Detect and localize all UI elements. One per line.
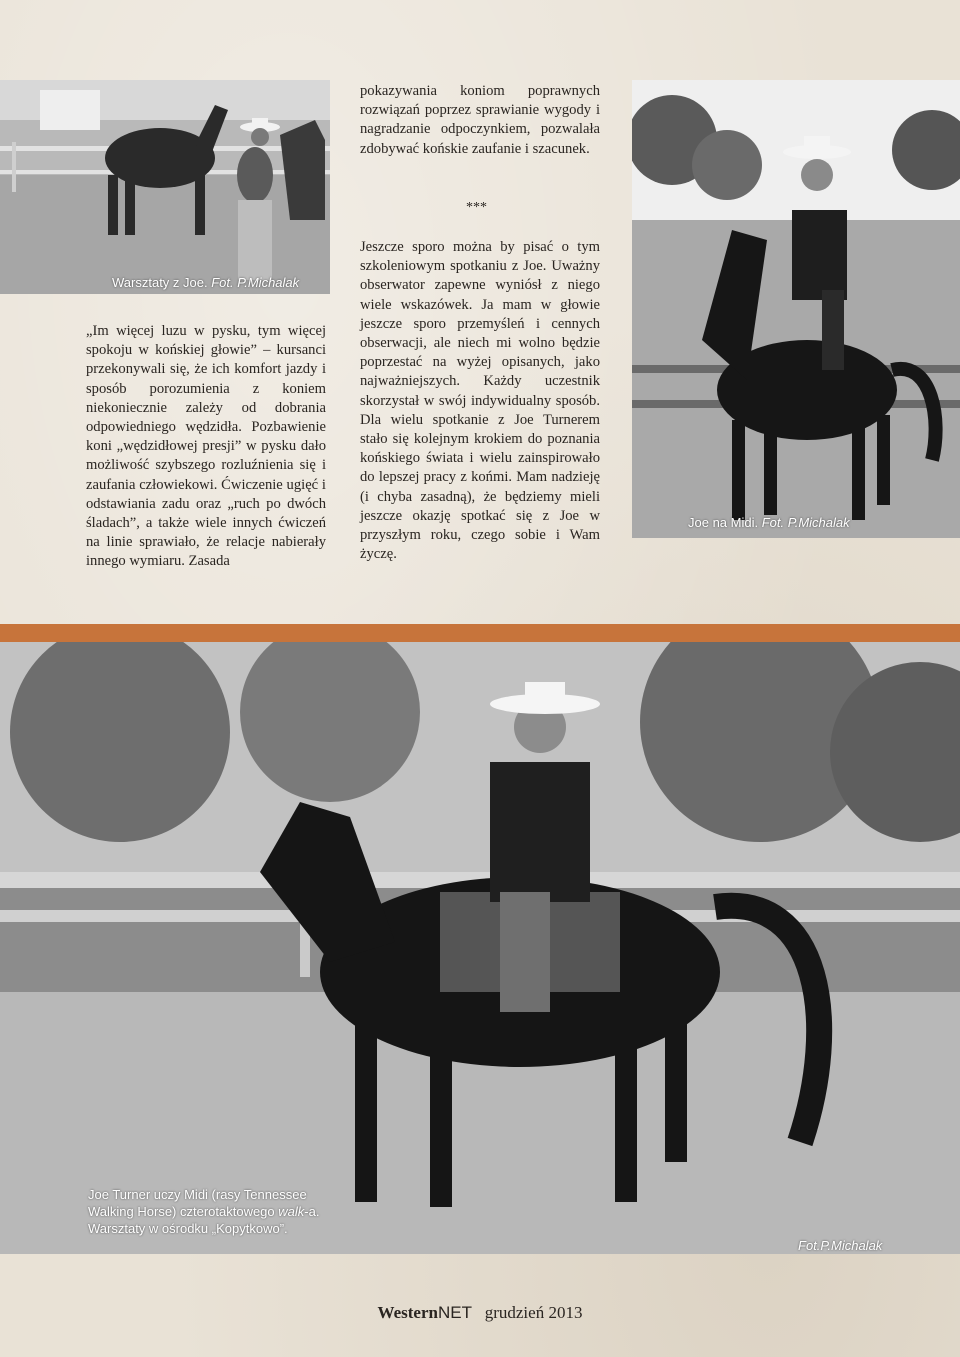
photo-joe-on-midi-caption [688, 514, 850, 531]
accent-band [0, 624, 960, 642]
photo-joe-teaching-midi-caption [88, 1186, 319, 1237]
page-footer [0, 1303, 960, 1323]
photo-joe-teaching-midi [0, 642, 960, 1254]
photo-workshop-caption-main: Warsztaty z Joe. [112, 275, 208, 290]
photo-bottom-credit: Fot.P.Michalak [798, 1238, 883, 1253]
photo-caption-line-2-end: -a. [304, 1204, 320, 1219]
photo-caption-line-2 [88, 1203, 319, 1220]
issue-date: grudzień 2013 [484, 1303, 583, 1322]
photo-caption-line-2-start: Walking Horse) czterotaktowego [88, 1204, 279, 1219]
photo-workshop [0, 80, 330, 294]
photo-joe-on-midi [632, 80, 960, 538]
magazine-brand-western: Western [377, 1303, 438, 1322]
photo-workshop-caption [112, 274, 299, 291]
magazine-brand [378, 1303, 472, 1322]
article-column-middle-top-text: pokazywania koniom poprawnych rozwiązań poprzez sprawianie wygody i nagradzanie odpoczynkiem, pozwalała zdobywać końskie zaufanie i szacunek. [360, 83, 600, 157]
photo-caption-line-3: Warsztaty w ośrodku „Kopytkowo”. [88, 1221, 288, 1236]
article-column-middle-bottom [360, 238, 600, 564]
photo-joe-on-midi-caption-credit: Fot. P.Michalak [761, 515, 850, 530]
magazine-brand-net: NET [437, 1303, 472, 1322]
photo-caption-line-1: Joe Turner uczy Midi (rasy Tennessee [88, 1187, 307, 1202]
photo-workshop-caption-credit: Fot. P.Michalak [211, 275, 300, 290]
photo-joe-teaching-midi-credit [798, 1237, 882, 1254]
photo-caption-line-2-italic: walk [278, 1204, 305, 1219]
article-column-middle-bottom-text: Jeszcze sporo można by pisać o tym szkoleniowym spotkaniu z Joe. Uważny obserwator zapewne wyniósł z niego wiele wskazówek. Ja mam w głowie jeszcze sporo przemyśleń i cennych obserwacji, ale niech mi wolno będzie poprzestać na wyżej opisanych, jako najważniejszych. Każdy uczestnik skorzystał w swój indywidualny sposób. Dla wielu spotkanie z Joe Turnerem stało się kolejnym krokiem do poznania końskiego świata i wielu zainspirowało do lepszej pracy z końmi. Mam nadzieję (i chyba zasadną), że będziemy mieli jeszcze okazję spotkać się z Joe w przyszłym roku, czego sobie i Wam życzę. [360, 239, 600, 563]
section-separator: *** [466, 200, 487, 215]
article-column-left-text: „Im więcej luzu w pysku, tym więcej spokoju w końskiej głowie” – kursanci przekonywali się, że ich komfort jazdy i sposób porozumienia z koniem niekoniecznie zależy od dobrania odpowiedniego wędzidła. Pozbawienie koni „wędzidłowej presji” w pysku dało możliwość szybszego rozluźnienia się i zaufania człowiekowi. Ćwiczenie ugięć i odstawiania zadu oraz „ruch po dwóch śladach”, a także wiele innych ćwiczeń na linie sprawiało, że relacje nabierały innego wymiaru. Zasada [86, 323, 326, 570]
article-column-middle-top [360, 82, 600, 159]
article-column-left [86, 322, 326, 572]
photo-joe-on-midi-caption-main: Joe na Midi. [688, 515, 759, 530]
